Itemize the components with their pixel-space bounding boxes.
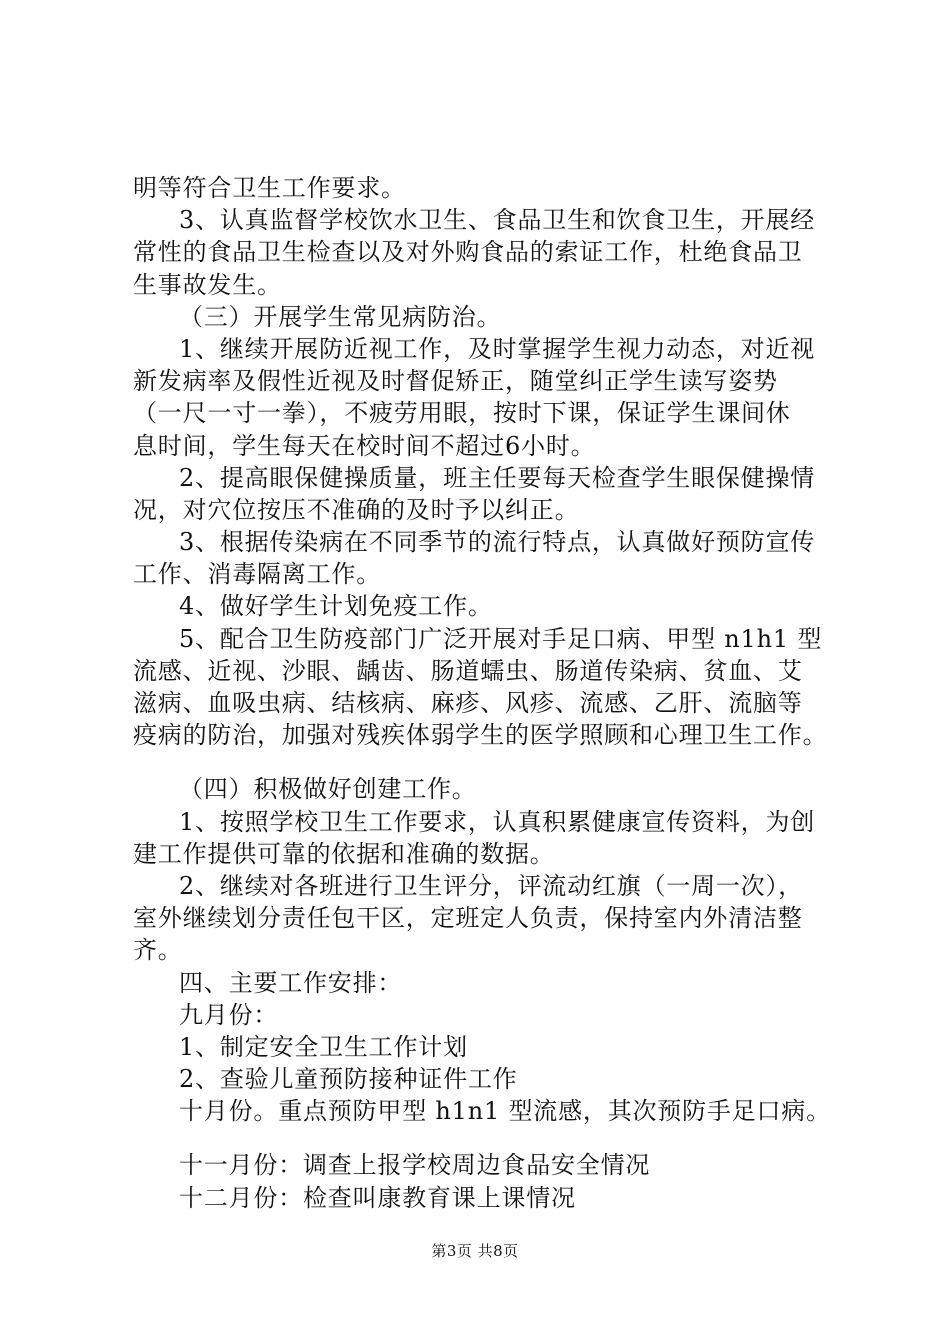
- text-line: 1、制定安全卫生工作计划: [179, 1032, 468, 1061]
- text-line: 3、根据传染病在不同季节的流行特点，认真做好预防宣传: [179, 528, 816, 557]
- text-line: 3、认真监督学校饮水卫生、食品卫生和饮食卫生，开展经: [179, 206, 816, 235]
- text-line: 5、配合卫生防疫部门广泛开展对手足口病、甲型 n1h1 型: [179, 624, 823, 653]
- paragraph-gap: [133, 751, 833, 773]
- text-line: 2、继续对各班进行卫生评分，评流动红旗（一周一次），: [179, 871, 804, 900]
- text-line: 十二月份：检查叫康教育课上课情况: [179, 1183, 576, 1212]
- text-line: 建工作提供可靠的依据和准确的数据。: [133, 839, 555, 868]
- text-line: 疫病的防治，加强对残疾体弱学生的医学照顾和心理卫生工作。: [133, 721, 828, 750]
- text-line: 齐。: [133, 936, 183, 965]
- text-line: 1、继续开展防近视工作，及时掌握学生视力动态，对近视: [179, 334, 816, 363]
- page-number-footer: 第3页 共8页: [431, 1242, 519, 1260]
- text-line: 况，对穴位按压不准确的及时予以纠正。: [133, 495, 580, 524]
- text-line: （一尺一寸一拳），不疲劳用眼，按时下课，保证学生课间休: [133, 399, 791, 428]
- section-heading: 四、主要工作安排：: [179, 968, 403, 997]
- text-line: 流感、近视、沙眼、龋齿、肠道蠕虫、肠道传染病、贫血、艾: [133, 656, 803, 685]
- text-line: 1、按照学校卫生工作要求，认真积累健康宣传资料，为创: [179, 807, 816, 836]
- text-line: 4、做好学生计划免疫工作。: [179, 592, 493, 621]
- text-line: 明等符合卫生工作要求。: [133, 174, 406, 202]
- text-line: 十一月份：调查上报学校周边食品安全情况: [179, 1151, 651, 1180]
- text-line: 十月份。重点预防甲型 h1n1 型流感，其次预防手足口病。: [179, 1097, 831, 1126]
- text-line: 九月份：: [179, 1000, 279, 1029]
- section-heading: （四）积极做好创建工作。: [179, 775, 477, 804]
- text-line: 工作、消毒隔离工作。: [133, 560, 381, 589]
- text-line: 息时间，学生每天在校时间不超过6小时。: [133, 431, 596, 460]
- document-body: [133, 172, 833, 1214]
- paragraph-gap: [133, 1127, 833, 1149]
- text-line: 2、查验儿童预防接种证件工作: [179, 1065, 518, 1094]
- text-line: 常性的食品卫生检查以及对外购食品的索证工作，杜绝食品卫: [133, 238, 803, 267]
- section-heading: （三）开展学生常见病防治。: [179, 302, 502, 331]
- text-line: 生事故发生。: [133, 270, 282, 299]
- text-line: 2、提高眼保健操质量，班主任要每天检查学生眼保健操情: [179, 463, 816, 492]
- text-line: 滋病、血吸虫病、结核病、麻疹、风疹、流感、乙肝、流脑等: [133, 689, 803, 717]
- text-line: 新发病率及假性近视及时督促矫正，随堂纠正学生读写姿势: [133, 367, 778, 396]
- text-line: 室外继续划分责任包干区，定班定人负责，保持室内外清洁整: [133, 904, 803, 933]
